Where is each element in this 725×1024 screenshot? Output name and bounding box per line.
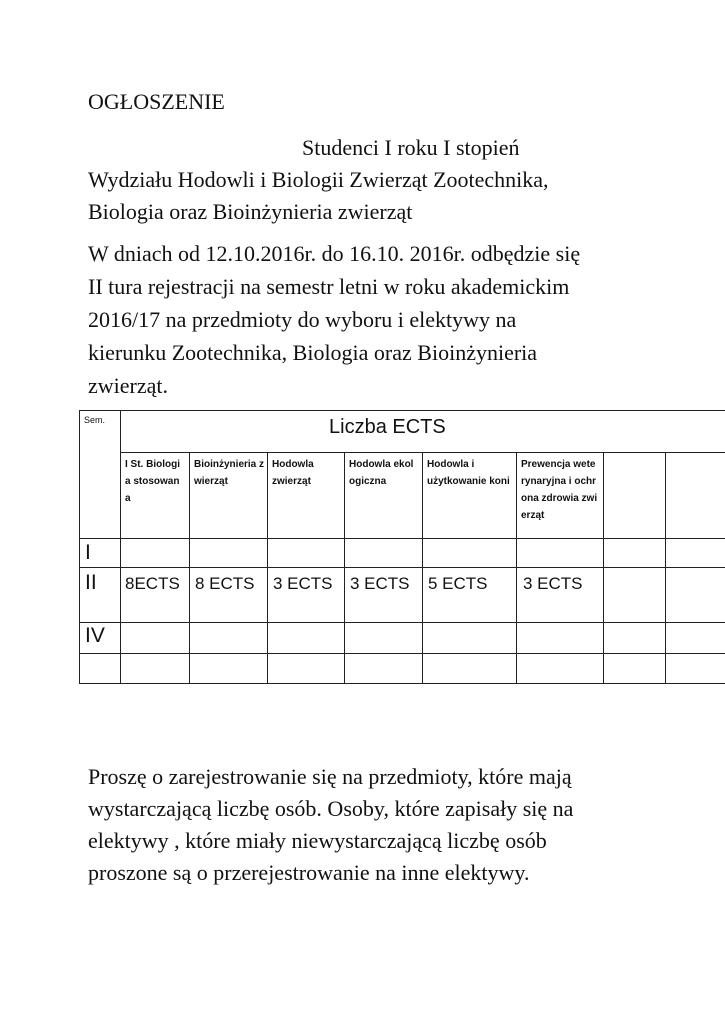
column-header-prewencja: Prewencja weterynaryjna i ochrona zdrowia zwierząt [521, 459, 598, 521]
value-ii-prewencja: 3 ECTS [523, 574, 583, 593]
value-ii-biologia-stosowana: 8ECTS [125, 574, 180, 593]
announcement-title: OGŁOSZENIE [88, 89, 225, 114]
ects-table [79, 410, 725, 684]
intro-line-2: II tura rejestracji na semestr letni w roku akademickim [88, 274, 570, 299]
header-line-students: Studenci I roku I stopień [302, 135, 520, 160]
row-label-iv: IV [85, 624, 105, 647]
column-header-bioinzynieria: Bioinżynieria zwierząt [194, 459, 265, 487]
closing-line-3: elektywy , które miały niewystarczającą liczbę osób [88, 828, 547, 853]
value-ii-hodowla-ekologiczna: 3 ECTS [350, 574, 410, 593]
value-ii-bioinzynieria: 8 ECTS [195, 574, 255, 593]
value-ii-hodowla-koni: 5 ECTS [428, 574, 488, 593]
header-line-faculty: Wydziału Hodowli i Biologii Zwierząt Zootechnika, [88, 167, 549, 192]
closing-line-1: Proszę o zarejestrowanie się na przedmioty, które mają [88, 764, 572, 789]
semester-header: Sem. [84, 415, 106, 425]
column-header-hodowla-ekologiczna: Hodowla ekologiczna [349, 459, 414, 487]
row-label-i: I [85, 541, 91, 564]
value-ii-hodowla-zwierzat: 3 ECTS [273, 574, 333, 593]
closing-line-2: wystarczającą liczbę osób. Osoby, które zapisały się na [88, 796, 574, 821]
closing-line-4: proszone są o przerejestrowanie na inne elektywy. [88, 860, 530, 885]
column-header-hodowla-zwierzat: Hodowla zwierząt [272, 459, 314, 487]
column-header-biologia-stosowana: I St. Biologia stosowana [125, 459, 180, 504]
intro-line-3: 2016/17 na przedmioty do wyboru i elektywy na [88, 307, 517, 332]
ects-title: Liczba ECTS [329, 416, 446, 438]
intro-line-4: kierunku Zootechnika, Biologia oraz Bioinżynieria [88, 340, 538, 365]
row-label-ii: II [85, 571, 97, 594]
intro-line-5: zwierząt. [88, 373, 168, 398]
column-header-hodowla-koni: Hodowla i użytkowanie koni [427, 459, 510, 487]
header-line-fields: Biologia oraz Bioinżynieria zwierząt [88, 199, 413, 224]
intro-line-1: W dniach od 12.10.2016r. do 16.10. 2016r. odbędzie się [88, 241, 581, 266]
